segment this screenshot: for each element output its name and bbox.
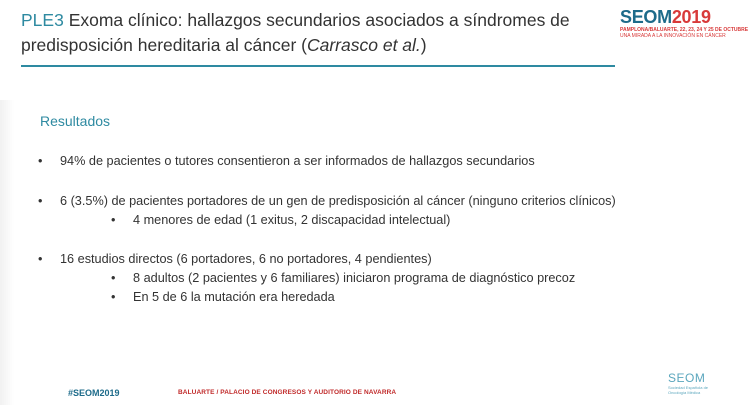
title-end: ) — [420, 35, 427, 55]
sub-bullet-item: • 8 adultos (2 pacientes y 6 familiares) iniciaron programa de diagnóstico precoz — [38, 269, 708, 288]
bullet-item: • 94% de pacientes o tutores consentieron a ser informados de hallazgos secundarios — [38, 152, 708, 171]
bullet-list — [38, 152, 708, 307]
title-main: Exoma clínico: hallazgos secundarios asociados a síndromes de predisposición hereditaria al cáncer ( — [21, 10, 570, 55]
seom-org-logo — [668, 371, 718, 395]
footer-hashtag: #SEOM2019 — [68, 388, 120, 398]
org-full-name: Sociedad Española de Oncología Médica — [668, 385, 709, 395]
decorative-left-strip — [0, 100, 14, 405]
logo-text: SEOM — [620, 7, 672, 27]
bullet-item: • 16 estudios directos (6 portadores, 6 no portadores, 4 pendientes) — [38, 250, 708, 269]
sub-bullet-item: • En 5 de 6 la mutación era heredada — [38, 288, 708, 307]
title-citation: Carrasco et al. — [306, 35, 421, 55]
title-underline — [21, 65, 615, 67]
seom2019-logo — [620, 7, 748, 48]
logo-year: 2019 — [671, 7, 711, 27]
org-name: SEOM — [668, 371, 706, 385]
slide-title — [21, 8, 601, 58]
bullet-item: • 6 (3.5%) de pacientes portadores de un gen de predisposición al cáncer (ninguno criterios clínicos) — [38, 192, 708, 211]
logo-tagline: UNA MIRADA A LA INNOVACIÓN EN CÁNCER — [620, 33, 726, 39]
footer-venue: BALUARTE / PALACIO DE CONGRESOS Y AUDITORIO DE NAVARRA — [178, 389, 397, 396]
sub-bullet-item: • 4 menores de edad (1 exitus, 2 discapacidad intelectual) — [38, 211, 708, 230]
logo-dates: PAMPLONA/BALUARTE, 22, 23, 24 Y 25 DE OCTUBRE — [620, 27, 748, 33]
section-title: Resultados — [40, 113, 111, 129]
title-code: PLE3 — [21, 10, 64, 30]
